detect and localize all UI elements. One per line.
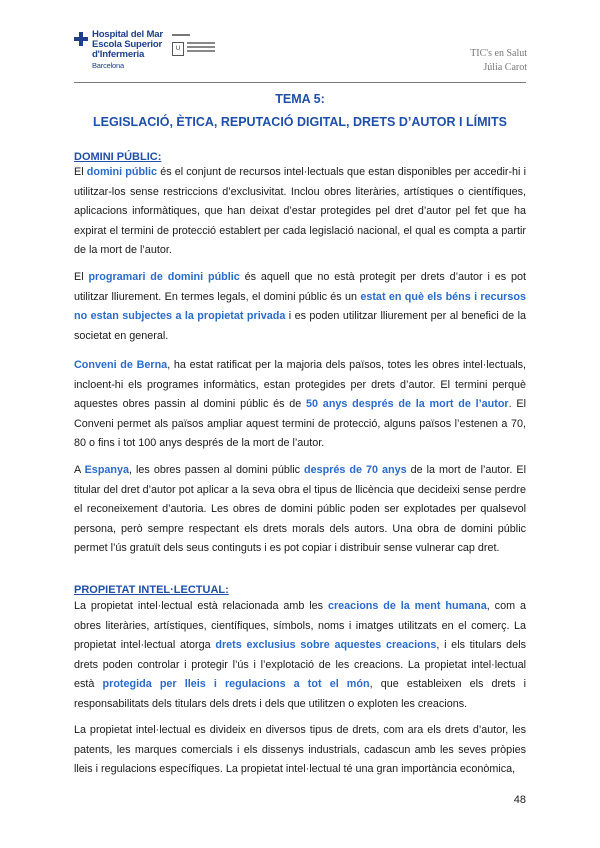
paragraph: La propietat intel·lectual està relacionada amb les creacions de la ment humana, com a obres literàries, artístiques, científiques, símbols, noms i imatges utilitzats en el comerç. La propietat intel·lectual atorga drets exclusius sobre aquestes creacions, i els titulars dels drets poden controlar i protegir l’ús i l’explotació de les creacions. La propietat intel·lectual està protegida per lleis i regulacions a tot el món, que estableixen els drets i responsabilitats dels titulars dels drets i dels que utilitzen o exploten les creacions. — [74, 600, 527, 710]
highlight: Conveni de Berna — [74, 359, 168, 371]
page-header — [470, 47, 527, 75]
header-divider — [74, 82, 526, 83]
highlight: estat en què els béns i recursos no estan subjectes a la propietat privada — [74, 290, 526, 323]
institution-logo — [74, 30, 163, 71]
highlight: 50 anys després de la mort de l’autor — [306, 398, 509, 411]
paragraph: La propietat intel·lectual es divideix en diversos tipus de drets, com ara els drets d’autor, les patents, les marques comercials i els dissenys industrials, cadascun amb les seves pròpies lleis i regulacions específiques. La propietat intel·lectual té una gran importància econòmica, — [74, 724, 526, 776]
course-name: TIC's en Salut — [470, 48, 527, 59]
highlight: drets exclusius sobre aquestes creacions — [215, 639, 437, 652]
logo-line: Escola Superior — [92, 39, 163, 51]
highlight: després de 70 anys — [304, 464, 407, 476]
highlight: creacions de la ment humana — [327, 600, 487, 612]
highlight: domini públic — [86, 166, 158, 178]
paragraph: El domini públic és el conjunt de recursos intel·lectuals que estan disponibles per accedir-hi i utilitzar-los sense restriccions d’exclusivitat. Inclou obres literàries, artístiques o científiques, aplicacions informàtiques, que han deixat d’estar protegides pel dret d’autor pel fet que ha expirat el termini de protecció establert per cada legislació nacional, el qual es compta a partir de la mort de l’autor. — [74, 166, 526, 257]
page-number: 48 — [513, 794, 526, 806]
paragraph: A Espanya, les obres passen al domini públic després de 70 anys de la mort de l’autor. El titular del dret d’autor pot aplicar a la seva obra el tipus de llicència que decideixi sense perdre el reconeixement d’autoria. Les obres de domini públic poden ser explotades per qualsevol persona, però sempre respectant els drets morals dels autors. Una obra de domini públic permet l’ús gratuït dels seus continguts i es pot copiar i distribuir sense vulnerar cap dret. — [74, 464, 526, 555]
paragraph: El programari de domini públic és aquell que no està protegit per drets d’autor i es pot utilitzar lliurement. En termes legals, el domini públic és un estat en què els béns i recursos no estan subjectes a la propietat privada i es poden utilitzar lliurement per al benefici de la societat en general. — [74, 271, 526, 342]
highlight: programari de domini públic — [88, 271, 240, 283]
medical-cross-icon — [74, 32, 88, 46]
section-heading-propietat: PROPIETAT INTEL·LECTUAL: — [74, 584, 229, 596]
highlight: Espanya — [84, 464, 130, 476]
university-mark-icon: U — [172, 42, 184, 56]
section-heading-domini-public: DOMINI PÚBLIC: — [74, 151, 162, 163]
logo-line: Barcelona — [92, 60, 124, 70]
paragraph: Conveni de Berna, ha estat ratificat per la majoria dels països, totes les obres intel·lectuals, incloent-hi els programes informàtics, estan protegides per drets d’autor. El termini perquè aquestes obres passin al domini públic és de 50 anys després de la mort de l’autor. El Conveni permet als països ampliar aquest termini de protecció, alguns països l’estenen a 70, 80 o fins i tot 100 anys després de la mort de l’autor. — [74, 359, 527, 450]
topic-number: TEMA 5: — [275, 92, 325, 106]
page-title: LEGISLACIÓ, ÈTICA, REPUTACIÓ DIGITAL, DRETS D’AUTOR I LÍMITS — [93, 115, 507, 129]
logo-line: Hospital del Mar — [92, 29, 163, 40]
logo-line: d'Infermeria — [92, 49, 145, 61]
author-name: Júlia Carot — [483, 62, 527, 73]
highlight: protegida per lleis i regulacions a tot el món — [102, 678, 370, 691]
university-logo — [172, 34, 215, 56]
